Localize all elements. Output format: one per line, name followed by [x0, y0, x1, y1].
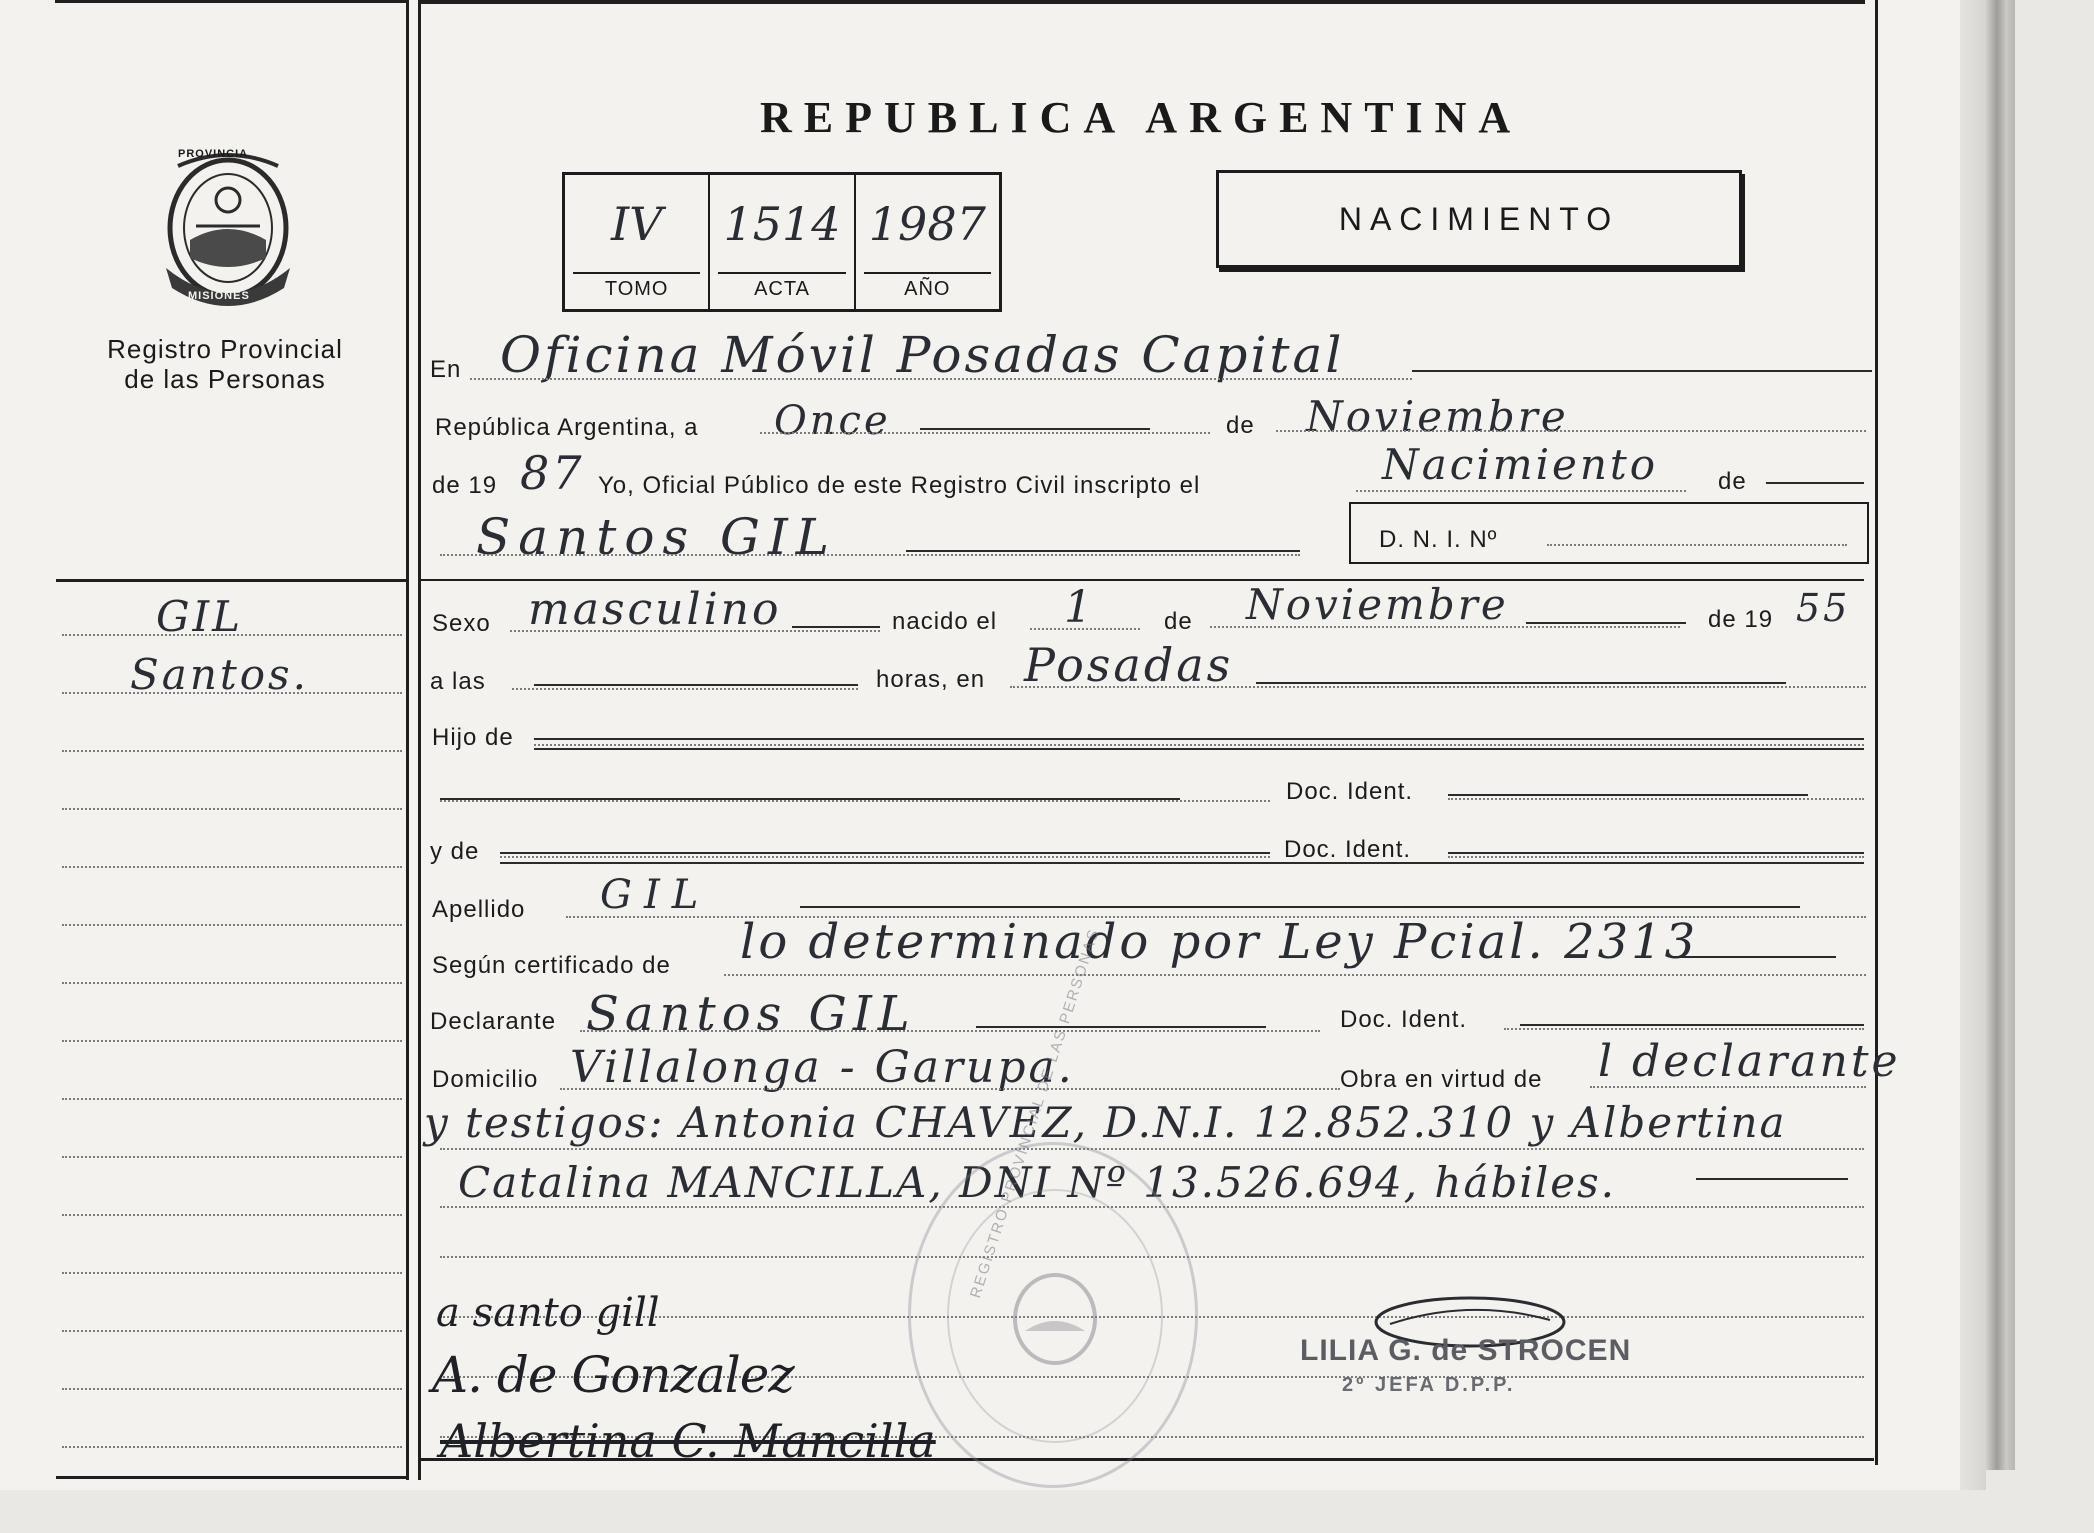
doc-ident-label-2: Doc. Ident.	[1284, 836, 1412, 863]
a-las-line-solid	[534, 684, 858, 686]
registry-name	[60, 334, 390, 394]
domicilio-line	[560, 1088, 1340, 1090]
official-name: LILIA G. de STROCEN	[1300, 1334, 1632, 1367]
vertical-rule-right	[418, 0, 421, 1480]
book-spine	[1985, 0, 2015, 1470]
seal-text-top: PROVINCIA	[178, 148, 249, 160]
year-prefix-label: de 19	[432, 472, 498, 499]
birth-de-label: de	[1164, 608, 1193, 635]
month-value: Noviembre	[1306, 392, 1569, 441]
seal-text-bottom: MISIONES	[188, 290, 250, 302]
record-type: NACIMIENTO	[1338, 200, 1620, 237]
y-de-label: y de	[430, 838, 480, 865]
ano-cell	[856, 175, 999, 309]
birth-year-prefix-label: de 19	[1708, 606, 1774, 633]
birth-month-value: Noviembre	[1246, 580, 1509, 629]
domicilio-label: Domicilio	[432, 1066, 539, 1093]
sexo-label: Sexo	[432, 610, 491, 637]
place-line	[1010, 686, 1866, 688]
birth-year-value: 55	[1796, 586, 1851, 630]
parent1-line-solid	[440, 798, 1180, 800]
dni-line	[1547, 544, 1847, 546]
record-type-box	[1216, 170, 1742, 268]
inscripto-value: Nacimiento	[1382, 440, 1659, 489]
margin-line	[62, 982, 402, 984]
margin-line	[62, 1040, 402, 1042]
stamp-emblem-icon	[1007, 1271, 1103, 1367]
stamp-ring-text: REGISTRO PROVINCIAL DE LAS PERSONAS	[967, 926, 1104, 1301]
nacido-label: nacido el	[892, 608, 998, 635]
margin-line	[62, 692, 402, 694]
top-rule-left	[55, 0, 407, 3]
birth-month-line-solid	[1526, 622, 1686, 624]
tomo-cell	[565, 175, 710, 309]
republica-label: República Argentina, a	[435, 414, 699, 441]
name-line-solid	[906, 550, 1300, 552]
declarante-value: Santos GIL	[586, 986, 916, 1042]
inscripto-line	[1356, 490, 1686, 492]
place-value: Posadas	[1024, 638, 1234, 692]
top-rule-right	[420, 0, 1865, 4]
hijo-label: Hijo de	[432, 724, 514, 751]
parent2-line-solid	[500, 852, 1270, 854]
horas-label: horas, en	[876, 666, 986, 693]
doc-ident-line-2	[1448, 856, 1864, 858]
sexo-line	[510, 630, 880, 632]
apellido-value: GIL	[600, 872, 711, 918]
doc-ident-label: Doc. Ident.	[1286, 778, 1414, 805]
en-line	[470, 378, 1412, 380]
domicilio-value: Villalonga - Garupa.	[570, 1042, 1075, 1093]
birth-day-line	[1030, 628, 1140, 630]
bottom-rule-left	[56, 1476, 408, 1479]
day-line-solid	[920, 428, 1150, 430]
obra-label: Obra en virtud de	[1340, 1066, 1543, 1093]
page-edge	[1960, 0, 1986, 1490]
vertical-rule-left	[406, 0, 409, 1480]
name-line	[440, 554, 1300, 556]
ano-value: 1987	[868, 197, 986, 251]
witness1-signature: A. de Gonzalez	[432, 1346, 794, 1404]
declarante-signature: a santo gill	[436, 1290, 660, 1336]
official-title: 2º JEFA D.P.P.	[1342, 1374, 1516, 1396]
margin-line	[62, 1214, 402, 1216]
declarante-label: Declarante	[430, 1008, 557, 1035]
y-de-double-line	[500, 862, 1864, 864]
doc-ident-line-2-solid	[1448, 852, 1864, 854]
margin-given-name: Santos.	[130, 650, 309, 699]
margin-line	[62, 750, 402, 752]
day-value: Once	[774, 398, 891, 444]
certificado-value: lo determinado por Ley Pcial. 2313	[740, 914, 1699, 970]
declarante-line	[580, 1030, 1320, 1032]
name-value: Santos GIL	[476, 508, 837, 566]
witness2-signature: Albertina C. Mancilla	[440, 1414, 936, 1468]
de-label-2: de	[1718, 468, 1747, 495]
reference-box	[562, 172, 1002, 312]
margin-line	[62, 634, 402, 636]
testigos-rule-1	[440, 1148, 1864, 1150]
margin-line	[62, 1388, 402, 1390]
day-line	[760, 432, 1210, 434]
tomo-value: IV	[610, 197, 663, 251]
margin-line	[62, 1098, 402, 1100]
margin-surname: GIL	[156, 592, 244, 641]
doc-ident-line-3-solid	[1520, 1024, 1864, 1026]
a-las-line	[512, 688, 858, 690]
birth-month-line	[1210, 626, 1680, 628]
hijo-line-solid-2	[534, 748, 1864, 750]
official-stamp	[908, 926, 1198, 1488]
year-value: 87	[520, 446, 585, 500]
margin-line	[62, 1156, 402, 1158]
a-las-label: a las	[430, 668, 486, 695]
testigos-line-1: y testigos: Antonia CHAVEZ, D.N.I. 12.852.310 y Albertina	[424, 1098, 1787, 1147]
acta-cell	[710, 175, 855, 309]
margin-line	[62, 1330, 402, 1332]
margin-line	[62, 866, 402, 868]
tomo-label: TOMO	[573, 272, 700, 301]
parent1-line	[440, 800, 1270, 802]
hijo-line-solid	[534, 738, 1864, 740]
margin-line	[62, 808, 402, 810]
hijo-line	[534, 744, 1864, 746]
month-line	[1276, 430, 1866, 432]
apellido-label: Apellido	[432, 896, 526, 923]
birth-day-value: 1	[1064, 582, 1095, 633]
de-label: de	[1226, 412, 1255, 439]
en-line-solid	[1412, 370, 1872, 372]
obra-line	[1590, 1086, 1866, 1088]
country-title: REPUBLICA ARGENTINA	[760, 93, 1523, 142]
acta-value: 1514	[723, 197, 841, 251]
doc-ident-line-solid	[1448, 794, 1808, 796]
testigos-line-2: Catalina MANCILLA, DNI Nº 13.526.694, hábiles.	[458, 1158, 1617, 1207]
de-line	[1766, 482, 1864, 484]
registry-line-2: de las Personas	[124, 364, 326, 394]
margin-line	[62, 1446, 402, 1448]
en-label: En	[430, 356, 462, 383]
sexo-value: masculino	[528, 584, 782, 635]
doc-ident-line-3	[1504, 1028, 1864, 1030]
margin-line	[62, 1272, 402, 1274]
en-value: Oficina Móvil Posadas Capital	[500, 326, 1345, 384]
margin-divider	[56, 579, 408, 582]
ano-label: AÑO	[864, 272, 991, 301]
vertical-rule-outer	[1875, 0, 1878, 1465]
acta-label: ACTA	[718, 272, 845, 301]
declarante-line-solid	[976, 1026, 1266, 1028]
apellido-line-solid	[800, 906, 1800, 908]
doc-ident-line	[1448, 798, 1864, 800]
dni-box	[1349, 502, 1869, 564]
certificado-line	[724, 974, 1866, 976]
dni-label: D. N. I. Nº	[1379, 526, 1498, 553]
section-divider	[420, 579, 1864, 581]
place-line-solid	[1256, 682, 1786, 684]
obra-value: l declarante	[1598, 1036, 1901, 1087]
sexo-line-solid	[792, 626, 880, 628]
parent2-line	[500, 856, 1270, 858]
registry-line-1: Registro Provincial	[107, 334, 343, 364]
oficial-label: Yo, Oficial Público de este Registro Civil inscripto el	[598, 472, 1201, 499]
certificado-line-solid	[1672, 956, 1836, 958]
certificado-label: Según certificado de	[432, 952, 671, 979]
doc-ident-label-3: Doc. Ident.	[1340, 1006, 1468, 1033]
margin-line	[62, 924, 402, 926]
testigos-line-solid	[1696, 1178, 1848, 1180]
